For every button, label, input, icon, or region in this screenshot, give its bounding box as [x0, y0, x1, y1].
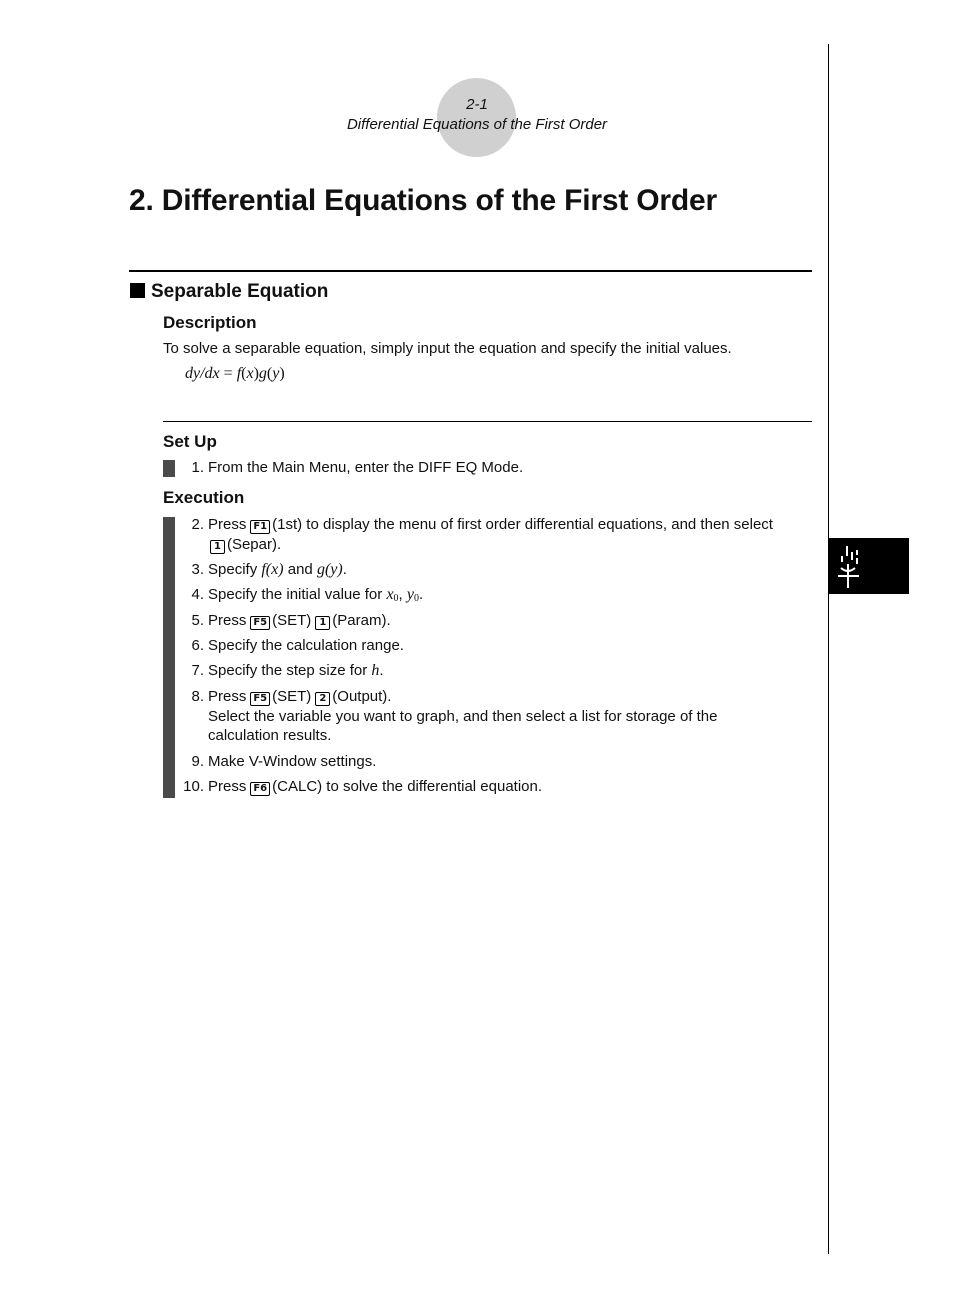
section-rule [129, 270, 812, 272]
step-text: calculation results. [208, 727, 332, 744]
divider [163, 421, 812, 422]
step-number: 8. [191, 688, 204, 705]
step-text: Specify the calculation range. [208, 637, 404, 654]
execution-step-7 [191, 662, 384, 680]
description-text: To solve a separable equation, simply input the equation and specify the initial values. [163, 340, 732, 357]
step-number: 5. [191, 612, 204, 629]
section-heading-text: Separable Equation [151, 281, 329, 302]
execution-step-8 [191, 688, 718, 744]
chapter-tab [829, 538, 909, 594]
step-text: Specify the step size for [208, 662, 372, 679]
step-number: 7. [191, 662, 204, 679]
formula-g: g [258, 365, 267, 382]
execution-step-5 [191, 612, 391, 630]
formula-f: f [236, 365, 242, 382]
math-gy: g(y) [316, 561, 343, 578]
execution-step-3 [191, 561, 347, 579]
section-heading [130, 281, 328, 303]
step-text: Specify the initial value for [208, 586, 387, 603]
f5-key-icon: F5 [250, 692, 270, 706]
execution-heading: Execution [163, 488, 245, 507]
two-key-icon: 2 [315, 692, 330, 706]
chapter-title: 2. Differential Equations of the First Order [129, 184, 717, 217]
execution-step-9 [191, 753, 377, 770]
step-text: (CALC) to solve the differential equation. [272, 778, 543, 795]
step-number: 4. [191, 586, 204, 603]
step-text: From the Main Menu, enter the DIFF EQ Mode. [208, 459, 524, 476]
step-text: (Separ). [226, 536, 282, 553]
formula-lhs: dy/dx [185, 365, 220, 382]
step-text: (Output). [332, 688, 392, 705]
execution-step-2 [191, 516, 773, 554]
formula-eq: = [219, 365, 237, 382]
step-text: . [342, 561, 347, 578]
step-number: 3. [191, 561, 204, 578]
step-text: (SET) [272, 612, 312, 629]
execution-step-10 [183, 778, 543, 796]
math-y0: $y_0$ [406, 586, 419, 604]
formula-x: x [246, 365, 254, 382]
f6-key-icon: F6 [250, 782, 270, 796]
step-text: . [379, 662, 384, 679]
math-fx: f(x) [261, 561, 284, 578]
formula-y: y [272, 365, 280, 382]
step-text: . [419, 586, 424, 603]
page-number: 2-1 [466, 96, 488, 113]
execution-step-4: 4. Specify the initial value for $x_0$, $y_0$. [208, 586, 423, 604]
margin-rule [828, 44, 829, 1254]
step-text: Press [208, 516, 247, 533]
step-number: 6. [191, 637, 204, 654]
step-text: Make V-Window settings. [208, 753, 377, 770]
formula: dy/dx = f(x)g(y) [185, 365, 285, 382]
step-number: 9. [191, 753, 204, 770]
one-key-icon: 1 [315, 616, 330, 630]
diff-eq-mode-icon [837, 544, 877, 590]
step-number: 10. [183, 778, 204, 795]
step-text: Press [208, 688, 247, 705]
step-text: Specify [208, 561, 262, 578]
step-text: Select the variable you want to graph, and then select a list for storage of the [208, 708, 718, 725]
math-x0: $x_0$ [386, 586, 399, 604]
f1-key-icon: F1 [250, 520, 270, 534]
step-number: 2. [191, 516, 204, 533]
math-h: h [371, 662, 380, 679]
f5-key-icon: F5 [250, 616, 270, 630]
step-text: and [283, 561, 317, 578]
step-text: (SET) [272, 688, 312, 705]
one-key-icon: 1 [210, 540, 225, 554]
step-text: Press [208, 778, 247, 795]
square-bullet-icon [130, 283, 145, 298]
step-text: (1st) to display the menu of first order differential equations, and then select [272, 516, 773, 533]
setup-heading: Set Up [163, 432, 217, 451]
running-header: Differential Equations of the First Order [346, 116, 608, 133]
execution-step-6 [191, 637, 404, 654]
step-number: 1. [191, 459, 204, 476]
setup-step-1 [191, 459, 524, 476]
step-text: (Param). [332, 612, 391, 629]
step-text: Press [208, 612, 247, 629]
description-heading: Description [163, 313, 257, 332]
